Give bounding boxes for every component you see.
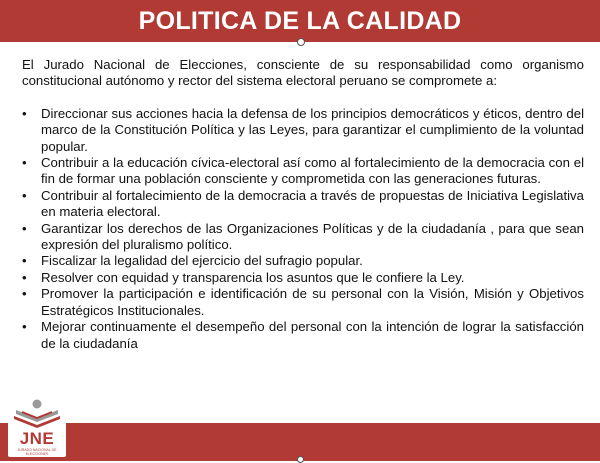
list-item: • Resolver con equidad y transparencia los asuntos que le confiere la Ley. (22, 270, 584, 286)
commitment-list (22, 106, 584, 352)
list-item: • Contribuir al fortalecimiento de la democracia a través de propuestas de Iniciativa Legislativa en materia electoral. (22, 188, 584, 221)
footer-banner (0, 423, 600, 461)
document-body (22, 57, 584, 352)
list-item: • Promover la participación e identificación de su personal con la Visión, Misión y Objetivos Estratégicos Institucionales. (22, 286, 584, 319)
list-item: • Fiscalizar la legalidad del ejercicio del sufragio popular. (22, 253, 584, 269)
list-item: • Contribuir a la educación cívica-electoral así como al fortalecimiento de la democracia con el fin de formar una población consciente y comprometida con las generaciones futuras. (22, 155, 584, 188)
list-item: • Garantizar los derechos de las Organizaciones Políticas y de la ciudadanía , para que sean expresión del pluralismo político. (22, 221, 584, 254)
intro-paragraph: El Jurado Nacional de Elecciones, consciente de su responsabilidad como organismo constitucional autónomo y rector del sistema electoral peruano se compromete a: (22, 57, 584, 89)
list-item: • Direccionar sus acciones hacia la defensa de los principios democráticos y éticos, dentro del marco de la Constitución Política y las Leyes, para garantizar el cumplimiento de la voluntad popular. (22, 106, 584, 155)
logo-text: JNE (19, 429, 55, 448)
jne-emblem-icon (12, 398, 62, 430)
list-item: • Mejorar continuamente el desempeño del personal con la intención de lograr la satisfacción de la ciudadanía (22, 319, 584, 352)
logo-subtext: JURADO NACIONAL DE ELECCIONES (17, 448, 57, 456)
page-title: POLITICA DE LA CALIDAD (138, 6, 462, 35)
title-banner (0, 0, 600, 42)
decorative-dot (297, 456, 304, 463)
decorative-dot (297, 38, 305, 46)
jne-logo (8, 395, 66, 457)
